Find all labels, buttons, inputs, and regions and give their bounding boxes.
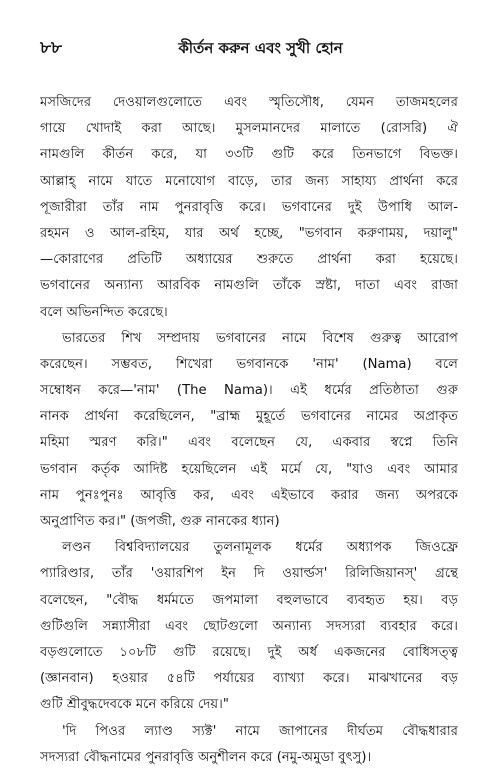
text-line: লণ্ডন বিশ্ববিদ্যালয়ের তুলনামূলক ধর্মের অধ্যাপক জিওফ্রে (62, 540, 458, 556)
text-line: —কোরাণের প্রতিটি অধ্যায়ের শুরুতে প্রার্থনা করা হয়েছে। (40, 252, 458, 268)
paragraph (40, 326, 458, 536)
text-line: রহমন ও আল-রহিম, যার অর্থ হচ্ছে, "ভগবান করুণাময়, দয়ালু" (40, 225, 458, 241)
text-line: (জ্ঞানবান) হওয়ার ৫৪টি পর্যায়ের ব্যাখ্যা করে। মাঝখানের বড় (40, 671, 458, 687)
paragraph (40, 719, 458, 771)
text-line: 'দি পিওর ল্যাণ্ড স্যক্ট' নামে জাপানের দীর্ঘতম বৌদ্ধধারার (62, 723, 458, 739)
text-line: করেছেন। সম্ভবত, শিখেরা ভগবানকে 'নাম' (Nama) বলে (40, 356, 458, 372)
text-line: ভগবান কর্তৃক আদিষ্ট হয়েছিলেন এই মর্মে যে, "যাও এবং আমার (40, 461, 458, 477)
text-line: আল্লাহ্ নামে যাতে মনোযোগ বাড়ে, তার জন্য সাহায্য প্রার্থনা করে (40, 173, 458, 189)
text-line: নাম পুনঃপুনঃ আবৃত্তি কর, এবং এইভাবে করার জন্য অপরকে (40, 487, 458, 503)
text-line: অনুপ্রাণিত কর।" (জপজী, গুরু নানকের ধ্যান) (40, 514, 280, 529)
text-line: নামগুলি কীর্তন করে, যা ৩৩টি গুটি করে তিনভাগে বিভক্ত। (40, 147, 458, 163)
page-number: ৮৮ (40, 38, 63, 58)
text-line: প্যারিণ্ডার, তাঁর 'ওয়ারশিপ ইন দি ওয়ার্ল্ডস' রিলিজিয়ানস্' গ্রন্থে (40, 566, 458, 582)
text-line: বলেছেন, "বৌদ্ধ ধর্মমতে জপমালা বহুলভাবে ব্যবহৃত হয়। বড় (40, 592, 458, 608)
text-line: বড়গুলোতে ১০৮টি গুটি রয়েছে। দুই অর্ধ একজনের বোধিসত্ত্ব (40, 644, 458, 660)
text-line: গায়ে খোদাই করা আছে। মুসলমানদের মালাতে (রোসরি) ঐ (40, 121, 458, 137)
text-line: মসজিদের দেওয়ালগুলোতে এবং স্মৃতিসৌধ, যেমন তাজমহলের (40, 95, 458, 110)
text-line: নানক প্রার্থনা করেছিলেন, "ব্রাহ্ম মুহূর্তে ভগবানের নামের অপ্রাকৃত (40, 409, 458, 425)
text-line: বলে অভিনন্দিত করেছে। (40, 304, 168, 320)
text-line: পূজারীরা তাঁর নাম পুনরাবৃত্তি করে। ভগবানের দুই উপাধি আল- (40, 199, 458, 215)
body-text (40, 90, 458, 771)
text-line: গুটিগুলি সন্ন্যাসীরা এবং ছোটগুলো অন্যান্য সদস্যরা ব্যবহার করে। (40, 618, 458, 634)
paragraph (40, 535, 458, 718)
running-title: কীর্তন করুন এবং সুখী হোন (178, 39, 343, 57)
text-line: মহিমা স্মরণ করি।" এবং বলেছেন যে, একবার স্বপ্নে তিনি (40, 435, 458, 451)
page-header (40, 36, 451, 60)
text-line: সম্বোধন করে—'নাম' (The Nama)। এই ধর্মের প্রতিষ্ঠাতা গুরু (40, 383, 458, 399)
text-line: ভারতের শিখ সম্প্রদায় ভগবানের নামে বিশেষ গুরুত্ব আরোপ (62, 330, 458, 346)
text-line: ভগবানের অন্যান্য আরবিক নামগুলি তাঁকে স্রষ্টা, দাতা এবং রাজা (40, 278, 458, 294)
text-line: সদস্যরা বৌদ্ধনামের পুনরাবৃত্তি অনুশীলন করে (নমু-অমুডা বুৎসু)। (40, 749, 372, 765)
paragraph (40, 90, 458, 326)
text-line: গুটি শ্রীবুদ্ধদেবকে মনে করিয়ে দেয়।" (40, 697, 229, 713)
